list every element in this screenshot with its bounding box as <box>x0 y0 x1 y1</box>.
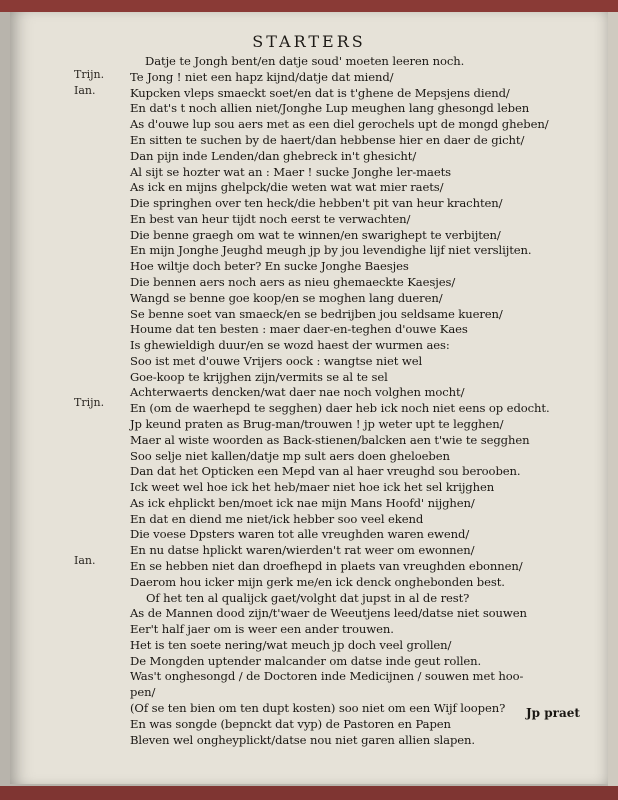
verse-line: Bleven wel ongheyplickt/datse nou niet garen allien slapen. <box>130 732 476 747</box>
speaker-trijn: Trijn. <box>74 396 105 409</box>
verse-line: Eer't half jaer om is weer een ander trouwen. <box>130 622 394 637</box>
running-header: STARTERS <box>252 32 366 51</box>
binding-top <box>0 0 618 12</box>
verse-line: En was songde (bepnckt dat vyp) de Pastoren en Papen <box>130 716 451 731</box>
speaker-trijn: Trijn. <box>74 68 105 81</box>
verse-line: Of het ten al qualijck gaet/volght dat jupst in al de rest? <box>146 590 470 605</box>
verse-line: As d'ouwe lup sou aers met as een diel gerochels upt de mongd gheben/ <box>130 117 549 132</box>
verse-line: Se benne soet van smaeck/en se bedrijben jou seldsame kueren/ <box>130 306 503 321</box>
verse-line: Die springhen over ten heck/die hebben't pit van heur krachten/ <box>130 196 503 210</box>
verse-line: En se hebben niet dan droefhepd in plaets van vreughden ebonnen/ <box>130 559 523 573</box>
verse-line: As ick en mijns ghelpck/die weten wat wat mier raets/ <box>130 180 444 195</box>
verse-line: En dat en diend me niet/ick hebber soo veel ekend <box>130 511 424 526</box>
verse-line: Achterwaerts dencken/wat daer nae noch volghen mocht/ <box>130 385 465 400</box>
verse-line: Datje te Jongh bent/en datje soud' moeten leeren noch. <box>145 54 465 68</box>
catchword: Jp praet <box>526 706 580 720</box>
verse-line: pen/ <box>130 685 156 700</box>
verse-line: Hoe wiltje doch beter? En sucke Jonghe Baesjes <box>130 259 409 274</box>
verse-line: Maer al wiste woorden as Back-stienen/balcken aen t'wie te segghen <box>130 432 530 447</box>
verse-line: En mijn Jonghe Jeughd meugh jp by jou levendighe lijf niet verslijten. <box>130 243 532 258</box>
verse-line: En nu datse hplickt waren/wierden't rat weer om ewonnen/ <box>130 543 475 558</box>
verse-line: Houme dat ten besten : maer daer-en-teghen d'ouwe Kaes <box>130 322 468 337</box>
page-edge <box>608 12 618 786</box>
verse-line: Die benne graegh om wat te winnen/en swarighept te verbijten/ <box>130 227 501 242</box>
verse-line: Al sijt se hozter wat an : Maer ! sucke Jonghe ler-maets <box>130 164 452 179</box>
verse-line: Ick weet wel hoe ick het heb/maer niet hoe ick het sel krijghen <box>130 480 495 495</box>
verse-line: (Of se ten bien om ten dupt kosten) soo niet om een Wijf loopen? <box>130 701 506 715</box>
verse-line: Het is ten soete nering/wat meuch jp doch veel grollen/ <box>130 637 452 652</box>
verse-line: Die bennen aers noch aers as nieu ghemaeckte Kaesjes/ <box>130 274 456 289</box>
verse-line: As de Mannen dood zijn/t'waer de Weeutjens leed/datse niet souwen <box>130 606 527 621</box>
verse-line: Was't onghesongd / de Doctoren inde Medicijnen / souwen met hoo- <box>130 669 524 684</box>
verse-line: En best van heur tijdt noch eerst te verwachten/ <box>130 211 411 226</box>
verse-line: Is ghewieldigh duur/en se wozd haest der wurmen aes: <box>130 338 450 352</box>
verse-line: Kupcken vleps smaeckt soet/en dat is t'ghene de Mepsjens diend/ <box>130 85 510 100</box>
verse-line: Dan dat het Opticken een Mepd van al haer vreughd sou berooben. <box>130 464 521 479</box>
binding-bottom <box>0 786 618 800</box>
verse-line: Dan pijn inde Lenden/dan ghebreck in't ghesicht/ <box>130 148 417 163</box>
speaker-ian: Ian. <box>74 84 96 97</box>
verse-line: Wangd se benne goe koop/en se moghen lang dueren/ <box>130 290 443 305</box>
verse-line: De Mongden uptender malcander om datse inde geut rollen. <box>130 653 482 668</box>
verse-line: Soo selje niet kallen/datje mp sult aers doen gheloeben <box>130 448 450 463</box>
verse-line: En sitten te suchen by de haert/dan hebbense hier en daer de gicht/ <box>130 132 525 147</box>
verse-line: Jp keund praten as Brug-man/trouwen ! jp weter upt te legghen/ <box>130 416 504 431</box>
verse-line: Die voese Dpsters waren tot alle vreughden waren ewend/ <box>130 527 470 542</box>
verse-line: Daerom hou icker mijn gerk me/en ick denck onghebonden best. <box>130 574 505 589</box>
verse-line: As ick ehplickt ben/moet ick nae mijn Mans Hoofd' nijghen/ <box>130 495 475 510</box>
verse-line: En dat's t noch allien niet/Jonghe Lup meughen lang ghesongd leben <box>130 101 530 116</box>
verse-line: Goe-koop te krijghen zijn/vermits se al te sel <box>130 369 388 384</box>
verse-line: Te Jong ! niet een hapz kijnd/datje dat miend/ <box>130 69 394 84</box>
verse-line: En (om de waerhepd te segghen) daer heb ick noch niet eens op edocht. <box>130 401 550 416</box>
verse-line: Soo ist met d'ouwe Vrijers oock : wangtse niet wel <box>130 353 423 368</box>
speaker-ian: Ian. <box>74 554 96 567</box>
